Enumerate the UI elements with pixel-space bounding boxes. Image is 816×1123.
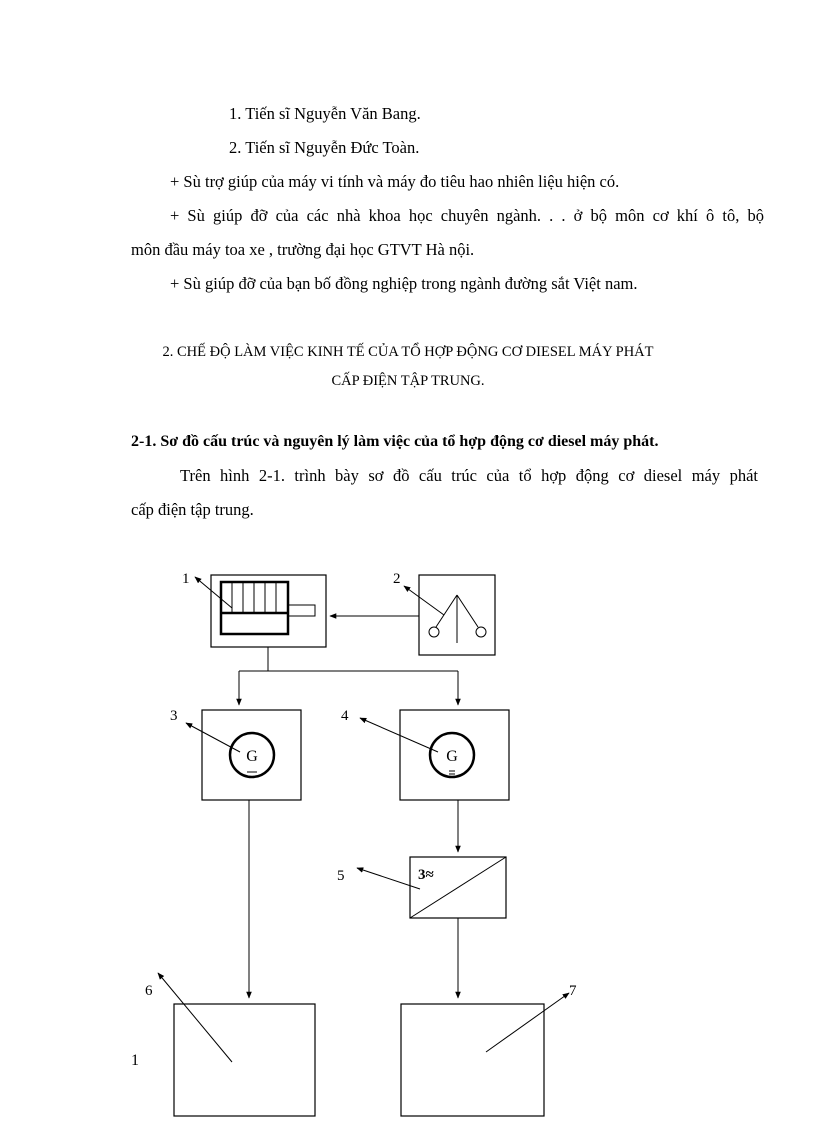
- subsection-heading: 2-1. Sơ đồ cấu trúc và nguyên lý làm việc của tổ hợp động cơ diesel máy phát.: [131, 433, 659, 450]
- support-line-2b: môn đầu máy toa xe , trường đại học GTVT Hà nội.: [131, 240, 475, 259]
- label-2-pointer: [404, 586, 444, 615]
- label-1: 1: [182, 571, 190, 587]
- support-line-1: + Sù trợ giúp của máy vi tính và máy đo tiêu hao nhiên liệu hiện có.: [170, 172, 620, 191]
- thanks-item-1: 1. Tiến sĩ Nguyễn Văn Bang.: [229, 104, 421, 123]
- label-6: 6: [145, 983, 153, 999]
- thanks-item-2: 2. Tiến sĩ Nguyễn Đức Toàn.: [229, 138, 420, 157]
- label-2: 2: [393, 571, 401, 587]
- generator-symbol-right: G: [446, 748, 458, 765]
- generator-symbol-left: G: [246, 748, 258, 765]
- label-7-pointer: [486, 993, 569, 1052]
- support-line-2a: + Sù giúp đỡ của các nhà khoa học chuyên ngành. . . ở bộ môn cơ khí ô tô, bộ: [170, 206, 764, 225]
- section-heading-line-2: CẤP ĐIỆN TẬP TRUNG.: [331, 373, 485, 389]
- section-heading-line-1: 2. CHẾ ĐỘ LÀM VIỆC KINH TẾ CỦA TỔ HỢP ĐỘNG CƠ DIESEL MÁY PHÁT: [162, 344, 654, 360]
- subsection-para-line-2: cấp điện tập trung.: [131, 500, 254, 519]
- label-5: 5: [337, 868, 345, 884]
- label-3: 3: [170, 708, 178, 724]
- governor-block: [419, 575, 495, 655]
- dc-load-block: [174, 1004, 315, 1116]
- subsection-para-line-1: Trên hình 2-1. trình bày sơ đồ cấu trúc của tổ hợp động cơ diesel máy phát: [180, 466, 758, 485]
- ac-load-block: [401, 1004, 544, 1116]
- label-3-pointer: [186, 723, 240, 752]
- label-7: 7: [569, 983, 577, 999]
- support-line-3: + Sù giúp đỡ của bạn bố đồng nghiệp trong ngành đường sắt Việt nam.: [170, 274, 638, 293]
- ac-generator-block: [400, 710, 509, 800]
- label-4-pointer: [360, 718, 438, 752]
- label-6-pointer: [158, 973, 232, 1062]
- page-number: 1: [131, 1052, 139, 1069]
- converter-block: [410, 857, 506, 918]
- dc-generator-block: [202, 710, 301, 800]
- diesel-engine-block: [211, 575, 326, 647]
- label-4: 4: [341, 708, 349, 724]
- converter-symbol: 3≈: [418, 867, 434, 883]
